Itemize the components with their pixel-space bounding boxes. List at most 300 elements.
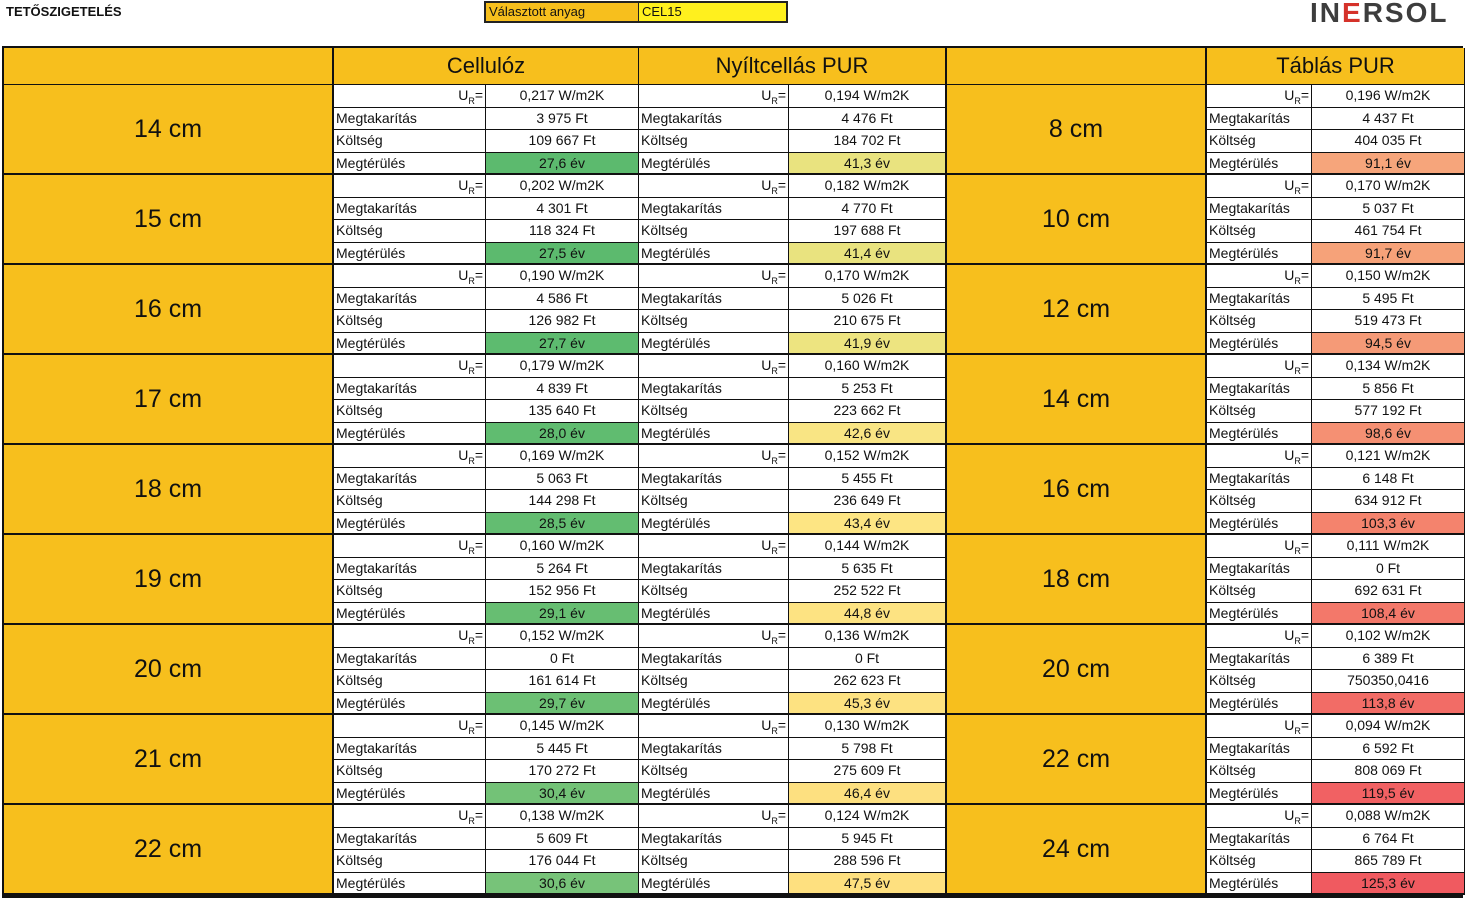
open-cell-pur-u-label (639, 535, 789, 558)
insulation-table (2, 46, 1463, 898)
cellulose-payback-label: Megtérülés (334, 873, 486, 896)
thickness-left: 16 cm (4, 265, 334, 355)
u-equals: = (1300, 807, 1309, 823)
inersol-logo (1310, 0, 1448, 29)
cellulose-u-value: 0,179 W/m2K (486, 355, 639, 378)
board-pur-saving-value: 5 856 Ft (1312, 378, 1465, 401)
cellulose-saving-value: 5 445 Ft (486, 738, 639, 761)
u-symbol: U (458, 627, 469, 643)
thickness-left: 14 cm (4, 85, 334, 175)
u-symbol: U (1284, 627, 1295, 643)
cellulose-payback-value: 27,7 év (486, 333, 639, 356)
open-cell-pur-saving-label: Megtakarítás (639, 648, 789, 671)
open-cell-pur-saving-value: 5 455 Ft (789, 468, 947, 491)
cellulose-payback-label: Megtérülés (334, 243, 486, 266)
thickness-right: 24 cm (947, 805, 1207, 895)
u-equals: = (1300, 177, 1309, 193)
cellulose-cost-label: Költség (334, 130, 486, 153)
open-cell-pur-u-value: 0,130 W/m2K (789, 715, 947, 738)
open-cell-pur-cost-label: Költség (639, 490, 789, 513)
u-symbol: U (761, 267, 772, 283)
u-symbol: U (1284, 267, 1295, 283)
thickness-right: 16 cm (947, 445, 1207, 535)
u-subscript: R (771, 725, 778, 736)
cellulose-saving-value: 3 975 Ft (486, 108, 639, 131)
u-equals: = (1300, 447, 1309, 463)
logo-text-accent: E (1342, 0, 1363, 28)
cellulose-cost-label: Költség (334, 760, 486, 783)
open-cell-pur-saving-value: 4 476 Ft (789, 108, 947, 131)
open-cell-pur-payback-value: 45,3 év (789, 693, 947, 716)
board-pur-payback-label: Megtérülés (1207, 153, 1312, 176)
board-pur-u-label (1207, 175, 1312, 198)
u-equals: = (777, 447, 786, 463)
board-pur-cost-label: Költség (1207, 580, 1312, 603)
cellulose-payback-label: Megtérülés (334, 153, 486, 176)
u-subscript: R (468, 725, 475, 736)
board-pur-payback-label: Megtérülés (1207, 873, 1312, 896)
thickness-left: 22 cm (4, 805, 334, 895)
u-subscript: R (1294, 635, 1301, 646)
cellulose-cost-value: 161 614 Ft (486, 670, 639, 693)
open-cell-pur-payback-label: Megtérülés (639, 873, 789, 896)
open-cell-pur-payback-value: 46,4 év (789, 783, 947, 806)
open-cell-pur-saving-value: 5 945 Ft (789, 828, 947, 851)
cellulose-cost-value: 118 324 Ft (486, 220, 639, 243)
board-pur-cost-value: 577 192 Ft (1312, 400, 1465, 423)
open-cell-pur-cost-label: Költség (639, 760, 789, 783)
u-subscript: R (468, 545, 475, 556)
header-open-cell-pur: Nyíltcellás PUR (639, 48, 947, 85)
u-subscript: R (771, 455, 778, 466)
open-cell-pur-u-value: 0,136 W/m2K (789, 625, 947, 648)
open-cell-pur-payback-value: 41,9 év (789, 333, 947, 356)
open-cell-pur-saving-label: Megtakarítás (639, 738, 789, 761)
u-equals: = (777, 627, 786, 643)
u-symbol: U (458, 447, 469, 463)
cellulose-u-value: 0,169 W/m2K (486, 445, 639, 468)
thickness-right: 8 cm (947, 85, 1207, 175)
board-pur-saving-value: 5 495 Ft (1312, 288, 1465, 311)
u-subscript: R (771, 815, 778, 826)
open-cell-pur-cost-label: Költség (639, 130, 789, 153)
cellulose-payback-label: Megtérülés (334, 603, 486, 626)
open-cell-pur-u-label (639, 355, 789, 378)
u-equals: = (474, 357, 483, 373)
open-cell-pur-cost-value: 288 596 Ft (789, 850, 947, 873)
header-blank (947, 48, 1207, 85)
open-cell-pur-u-label (639, 805, 789, 828)
board-pur-u-value: 0,150 W/m2K (1312, 265, 1465, 288)
board-pur-cost-label: Költség (1207, 130, 1312, 153)
open-cell-pur-cost-value: 262 623 Ft (789, 670, 947, 693)
open-cell-pur-saving-label: Megtakarítás (639, 288, 789, 311)
u-symbol: U (761, 87, 772, 103)
u-subscript: R (1294, 185, 1301, 196)
open-cell-pur-payback-label: Megtérülés (639, 423, 789, 446)
board-pur-cost-value: 634 912 Ft (1312, 490, 1465, 513)
u-equals: = (1300, 357, 1309, 373)
cellulose-cost-label: Költség (334, 490, 486, 513)
board-pur-cost-label: Költség (1207, 220, 1312, 243)
board-pur-payback-value: 125,3 év (1312, 873, 1465, 896)
u-subscript: R (771, 275, 778, 286)
u-equals: = (474, 177, 483, 193)
open-cell-pur-cost-label: Költség (639, 670, 789, 693)
open-cell-pur-payback-value: 41,4 év (789, 243, 947, 266)
cellulose-u-label (334, 535, 486, 558)
board-pur-saving-value: 5 037 Ft (1312, 198, 1465, 221)
open-cell-pur-u-value: 0,144 W/m2K (789, 535, 947, 558)
u-equals: = (777, 267, 786, 283)
u-symbol: U (761, 447, 772, 463)
u-equals: = (777, 717, 786, 733)
u-symbol: U (761, 807, 772, 823)
u-symbol: U (458, 177, 469, 193)
cellulose-payback-value: 29,7 év (486, 693, 639, 716)
open-cell-pur-cost-label: Költség (639, 850, 789, 873)
u-symbol: U (761, 537, 772, 553)
cellulose-payback-label: Megtérülés (334, 513, 486, 536)
u-subscript: R (468, 185, 475, 196)
cellulose-saving-label: Megtakarítás (334, 288, 486, 311)
open-cell-pur-u-value: 0,160 W/m2K (789, 355, 947, 378)
u-subscript: R (771, 635, 778, 646)
open-cell-pur-payback-label: Megtérülés (639, 153, 789, 176)
u-equals: = (474, 627, 483, 643)
u-symbol: U (458, 717, 469, 733)
header-blank-left (4, 48, 334, 85)
board-pur-payback-label: Megtérülés (1207, 783, 1312, 806)
cellulose-u-label (334, 625, 486, 648)
cellulose-u-label (334, 715, 486, 738)
thickness-right: 10 cm (947, 175, 1207, 265)
cellulose-u-value: 0,145 W/m2K (486, 715, 639, 738)
board-pur-cost-value: 750350,0416 (1312, 670, 1465, 693)
u-subscript: R (468, 635, 475, 646)
u-symbol: U (458, 87, 469, 103)
cellulose-u-label (334, 805, 486, 828)
u-subscript: R (468, 455, 475, 466)
cellulose-saving-value: 4 839 Ft (486, 378, 639, 401)
open-cell-pur-saving-value: 5 253 Ft (789, 378, 947, 401)
cellulose-saving-value: 5 063 Ft (486, 468, 639, 491)
u-subscript: R (771, 95, 778, 106)
header-cellulose: Cellulóz (334, 48, 639, 85)
open-cell-pur-payback-value: 47,5 év (789, 873, 947, 896)
board-pur-u-value: 0,134 W/m2K (1312, 355, 1465, 378)
open-cell-pur-cost-label: Költség (639, 220, 789, 243)
open-cell-pur-cost-value: 223 662 Ft (789, 400, 947, 423)
logo-text-pre: IN (1310, 0, 1342, 28)
selected-material-box (484, 1, 788, 23)
u-subscript: R (1294, 725, 1301, 736)
thickness-left: 19 cm (4, 535, 334, 625)
u-subscript: R (771, 185, 778, 196)
board-pur-saving-label: Megtakarítás (1207, 198, 1312, 221)
cellulose-saving-label: Megtakarítás (334, 378, 486, 401)
open-cell-pur-cost-value: 184 702 Ft (789, 130, 947, 153)
open-cell-pur-saving-label: Megtakarítás (639, 558, 789, 581)
open-cell-pur-u-label (639, 265, 789, 288)
cellulose-saving-value: 0 Ft (486, 648, 639, 671)
u-symbol: U (761, 627, 772, 643)
cellulose-payback-label: Megtérülés (334, 783, 486, 806)
open-cell-pur-u-value: 0,124 W/m2K (789, 805, 947, 828)
u-equals: = (777, 537, 786, 553)
board-pur-u-value: 0,094 W/m2K (1312, 715, 1465, 738)
cellulose-payback-value: 29,1 év (486, 603, 639, 626)
cellulose-payback-label: Megtérülés (334, 693, 486, 716)
cellulose-saving-label: Megtakarítás (334, 558, 486, 581)
u-equals: = (474, 717, 483, 733)
board-pur-saving-value: 6 592 Ft (1312, 738, 1465, 761)
thickness-left: 20 cm (4, 625, 334, 715)
open-cell-pur-payback-label: Megtérülés (639, 603, 789, 626)
open-cell-pur-saving-value: 5 798 Ft (789, 738, 947, 761)
cellulose-u-label (334, 355, 486, 378)
u-equals: = (1300, 267, 1309, 283)
u-symbol: U (761, 357, 772, 373)
u-subscript: R (771, 365, 778, 376)
u-symbol: U (458, 267, 469, 283)
open-cell-pur-payback-label: Megtérülés (639, 693, 789, 716)
u-equals: = (474, 537, 483, 553)
board-pur-saving-value: 6 148 Ft (1312, 468, 1465, 491)
u-symbol: U (1284, 717, 1295, 733)
board-pur-saving-label: Megtakarítás (1207, 738, 1312, 761)
cellulose-u-value: 0,217 W/m2K (486, 85, 639, 108)
thickness-right: 14 cm (947, 355, 1207, 445)
thickness-left: 15 cm (4, 175, 334, 265)
u-equals: = (1300, 537, 1309, 553)
thickness-right: 18 cm (947, 535, 1207, 625)
board-pur-u-value: 0,170 W/m2K (1312, 175, 1465, 198)
u-symbol: U (458, 537, 469, 553)
cellulose-cost-label: Költség (334, 400, 486, 423)
open-cell-pur-u-value: 0,170 W/m2K (789, 265, 947, 288)
board-pur-payback-label: Megtérülés (1207, 243, 1312, 266)
board-pur-saving-label: Megtakarítás (1207, 558, 1312, 581)
board-pur-u-label (1207, 85, 1312, 108)
open-cell-pur-payback-label: Megtérülés (639, 333, 789, 356)
thickness-left: 21 cm (4, 715, 334, 805)
board-pur-cost-value: 865 789 Ft (1312, 850, 1465, 873)
board-pur-cost-value: 461 754 Ft (1312, 220, 1465, 243)
cellulose-cost-value: 152 956 Ft (486, 580, 639, 603)
board-pur-cost-value: 692 631 Ft (1312, 580, 1465, 603)
u-equals: = (777, 357, 786, 373)
header-board-pur: Táblás PUR (1207, 48, 1465, 85)
cellulose-cost-label: Költség (334, 580, 486, 603)
thickness-left: 18 cm (4, 445, 334, 535)
open-cell-pur-u-label (639, 625, 789, 648)
board-pur-u-value: 0,121 W/m2K (1312, 445, 1465, 468)
open-cell-pur-payback-label: Megtérülés (639, 513, 789, 536)
u-equals: = (777, 807, 786, 823)
open-cell-pur-cost-value: 275 609 Ft (789, 760, 947, 783)
cellulose-cost-value: 176 044 Ft (486, 850, 639, 873)
u-symbol: U (1284, 87, 1295, 103)
open-cell-pur-u-label (639, 85, 789, 108)
cellulose-u-value: 0,160 W/m2K (486, 535, 639, 558)
cellulose-payback-value: 28,5 év (486, 513, 639, 536)
cellulose-u-label (334, 265, 486, 288)
board-pur-payback-value: 103,3 év (1312, 513, 1465, 536)
u-equals: = (1300, 627, 1309, 643)
cellulose-payback-value: 27,5 év (486, 243, 639, 266)
page-title: TETŐSZIGETELÉS (6, 4, 122, 19)
open-cell-pur-u-label (639, 445, 789, 468)
open-cell-pur-saving-value: 4 770 Ft (789, 198, 947, 221)
open-cell-pur-u-label (639, 175, 789, 198)
open-cell-pur-cost-value: 197 688 Ft (789, 220, 947, 243)
u-symbol: U (458, 357, 469, 373)
board-pur-u-label (1207, 715, 1312, 738)
open-cell-pur-cost-value: 252 522 Ft (789, 580, 947, 603)
open-cell-pur-cost-value: 210 675 Ft (789, 310, 947, 333)
board-pur-cost-label: Költség (1207, 490, 1312, 513)
u-symbol: U (1284, 357, 1295, 373)
board-pur-payback-label: Megtérülés (1207, 603, 1312, 626)
u-equals: = (777, 87, 786, 103)
board-pur-cost-value: 808 069 Ft (1312, 760, 1465, 783)
open-cell-pur-saving-value: 5 026 Ft (789, 288, 947, 311)
board-pur-u-label (1207, 265, 1312, 288)
cellulose-u-value: 0,190 W/m2K (486, 265, 639, 288)
cellulose-payback-value: 27,6 év (486, 153, 639, 176)
cellulose-cost-label: Költség (334, 850, 486, 873)
cellulose-cost-value: 170 272 Ft (486, 760, 639, 783)
u-equals: = (474, 87, 483, 103)
open-cell-pur-saving-label: Megtakarítás (639, 828, 789, 851)
selected-material-label: Választott anyag (486, 3, 639, 21)
u-equals: = (474, 807, 483, 823)
board-pur-u-value: 0,102 W/m2K (1312, 625, 1465, 648)
board-pur-u-value: 0,111 W/m2K (1312, 535, 1465, 558)
open-cell-pur-u-value: 0,194 W/m2K (789, 85, 947, 108)
cellulose-u-value: 0,138 W/m2K (486, 805, 639, 828)
u-symbol: U (458, 807, 469, 823)
board-pur-u-label (1207, 805, 1312, 828)
u-equals: = (777, 177, 786, 193)
thickness-right: 20 cm (947, 625, 1207, 715)
cellulose-saving-value: 5 609 Ft (486, 828, 639, 851)
board-pur-cost-label: Költség (1207, 670, 1312, 693)
board-pur-saving-value: 6 389 Ft (1312, 648, 1465, 671)
board-pur-u-label (1207, 535, 1312, 558)
u-symbol: U (1284, 447, 1295, 463)
board-pur-u-label (1207, 445, 1312, 468)
u-subscript: R (1294, 545, 1301, 556)
cellulose-u-label (334, 445, 486, 468)
cellulose-saving-label: Megtakarítás (334, 648, 486, 671)
cellulose-payback-value: 28,0 év (486, 423, 639, 446)
board-pur-saving-label: Megtakarítás (1207, 828, 1312, 851)
open-cell-pur-payback-value: 44,8 év (789, 603, 947, 626)
cellulose-saving-label: Megtakarítás (334, 468, 486, 491)
cellulose-saving-label: Megtakarítás (334, 198, 486, 221)
board-pur-saving-value: 4 437 Ft (1312, 108, 1465, 131)
logo-text-post: RSOL (1362, 0, 1449, 28)
u-symbol: U (1284, 177, 1295, 193)
cellulose-u-value: 0,152 W/m2K (486, 625, 639, 648)
board-pur-u-label (1207, 355, 1312, 378)
cellulose-cost-value: 126 982 Ft (486, 310, 639, 333)
u-subscript: R (468, 275, 475, 286)
board-pur-cost-label: Költség (1207, 310, 1312, 333)
open-cell-pur-payback-label: Megtérülés (639, 783, 789, 806)
cellulose-saving-label: Megtakarítás (334, 828, 486, 851)
u-subscript: R (1294, 95, 1301, 106)
cellulose-saving-value: 5 264 Ft (486, 558, 639, 581)
cellulose-payback-value: 30,6 év (486, 873, 639, 896)
thickness-right: 22 cm (947, 715, 1207, 805)
u-subscript: R (468, 365, 475, 376)
cellulose-cost-label: Költség (334, 220, 486, 243)
board-pur-saving-label: Megtakarítás (1207, 288, 1312, 311)
cellulose-cost-value: 144 298 Ft (486, 490, 639, 513)
open-cell-pur-payback-value: 41,3 év (789, 153, 947, 176)
cellulose-saving-label: Megtakarítás (334, 108, 486, 131)
thickness-left: 17 cm (4, 355, 334, 445)
board-pur-cost-label: Költség (1207, 400, 1312, 423)
board-pur-cost-label: Költség (1207, 850, 1312, 873)
u-subscript: R (468, 95, 475, 106)
selected-material-input[interactable]: CEL15 (639, 3, 786, 21)
open-cell-pur-u-value: 0,152 W/m2K (789, 445, 947, 468)
u-equals: = (1300, 717, 1309, 733)
cellulose-payback-value: 30,4 év (486, 783, 639, 806)
u-symbol: U (761, 177, 772, 193)
board-pur-u-value: 0,196 W/m2K (1312, 85, 1465, 108)
board-pur-u-value: 0,088 W/m2K (1312, 805, 1465, 828)
open-cell-pur-payback-value: 43,4 év (789, 513, 947, 536)
cellulose-cost-value: 135 640 Ft (486, 400, 639, 423)
u-symbol: U (761, 717, 772, 733)
u-subscript: R (468, 815, 475, 826)
u-equals: = (474, 267, 483, 283)
board-pur-payback-value: 91,7 év (1312, 243, 1465, 266)
cellulose-saving-value: 4 301 Ft (486, 198, 639, 221)
cellulose-cost-label: Költség (334, 310, 486, 333)
board-pur-payback-value: 108,4 év (1312, 603, 1465, 626)
cellulose-u-label (334, 175, 486, 198)
u-subscript: R (1294, 365, 1301, 376)
board-pur-payback-label: Megtérülés (1207, 513, 1312, 536)
u-subscript: R (1294, 455, 1301, 466)
board-pur-payback-value: 94,5 év (1312, 333, 1465, 356)
board-pur-saving-label: Megtakarítás (1207, 468, 1312, 491)
board-pur-saving-label: Megtakarítás (1207, 648, 1312, 671)
open-cell-pur-saving-label: Megtakarítás (639, 468, 789, 491)
cellulose-u-label (334, 85, 486, 108)
u-subscript: R (1294, 815, 1301, 826)
open-cell-pur-saving-label: Megtakarítás (639, 378, 789, 401)
cellulose-cost-value: 109 667 Ft (486, 130, 639, 153)
board-pur-payback-value: 91,1 év (1312, 153, 1465, 176)
board-pur-payback-label: Megtérülés (1207, 693, 1312, 716)
open-cell-pur-saving-label: Megtakarítás (639, 108, 789, 131)
cellulose-u-value: 0,202 W/m2K (486, 175, 639, 198)
thickness-right: 12 cm (947, 265, 1207, 355)
open-cell-pur-cost-value: 236 649 Ft (789, 490, 947, 513)
board-pur-payback-value: 98,6 év (1312, 423, 1465, 446)
open-cell-pur-payback-value: 42,6 év (789, 423, 947, 446)
cellulose-saving-value: 4 586 Ft (486, 288, 639, 311)
u-subscript: R (771, 545, 778, 556)
board-pur-cost-value: 404 035 Ft (1312, 130, 1465, 153)
